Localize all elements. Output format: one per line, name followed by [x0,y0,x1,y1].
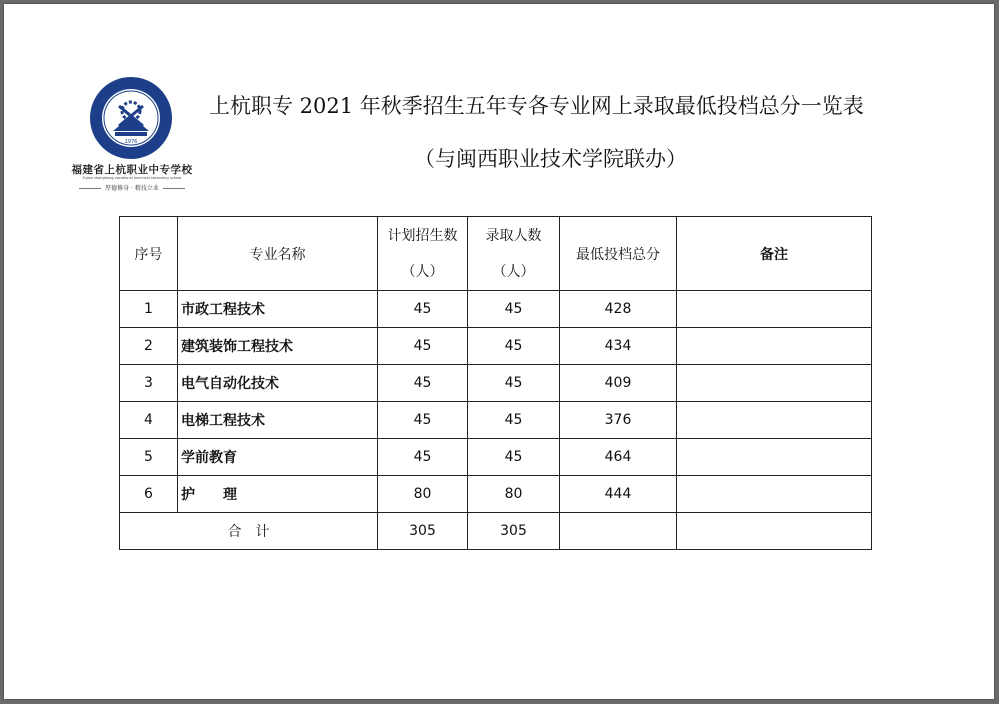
document-title: 上杭职专 2021 年秋季招生五年专各专业网上录取最低投档总分一览表 [209,94,864,118]
cell-admitted: 45 [468,365,560,402]
total-admitted: 305 [468,513,560,550]
cell-admitted: 45 [468,291,560,328]
header-min-score: 最低投档总分 [560,217,677,291]
cell-admitted: 45 [468,439,560,476]
cell-remarks [677,365,872,402]
cell-admitted: 45 [468,328,560,365]
cell-major: 市政工程技术 [178,291,378,328]
admission-score-table [119,216,872,550]
cell-min-score: 444 [560,476,677,513]
cell-min-score: 428 [560,291,677,328]
total-remarks [677,513,872,550]
document-page [4,4,994,699]
cell-seq: 2 [120,328,178,365]
cell-plan: 45 [378,328,468,365]
total-label: 合 计 [120,513,378,550]
header-seq: 序号 [120,217,178,291]
header-remarks: 备注 [677,217,872,291]
table-row [120,476,872,513]
cell-remarks [677,476,872,513]
school-motto: 厚德修身 · 精技立业 [66,183,198,192]
cell-seq: 6 [120,476,178,513]
cell-remarks [677,328,872,365]
cell-min-score: 464 [560,439,677,476]
table-row [120,291,872,328]
document-subtitle: （与闽西职业技术学院联办） [414,147,687,171]
cell-seq: 3 [120,365,178,402]
cell-remarks [677,291,872,328]
cell-plan: 45 [378,291,468,328]
table-row [120,402,872,439]
table-row [120,439,872,476]
cell-admitted: 80 [468,476,560,513]
cell-plan: 80 [378,476,468,513]
table-total-row [120,513,872,550]
school-name: 福建省上杭职业中专学校 [71,164,193,176]
header-plan: 计划招生数 （人） [378,217,468,291]
cell-remarks [677,439,872,476]
total-plan: 305 [378,513,468,550]
cell-plan: 45 [378,365,468,402]
cell-major: 学前教育 [178,439,378,476]
table-row [120,328,872,365]
header-major: 专业名称 [178,217,378,291]
svg-text:1976: 1976 [124,139,138,145]
cell-min-score: 434 [560,328,677,365]
school-logo [66,74,198,199]
total-min-score [560,513,677,550]
cell-plan: 45 [378,439,468,476]
cell-admitted: 45 [468,402,560,439]
table-header-row [120,217,872,291]
cell-plan: 45 [378,402,468,439]
cell-seq: 1 [120,291,178,328]
cell-major: 护 理 [178,476,378,513]
cell-major: 电气自动化技术 [178,365,378,402]
school-emblem-icon [89,76,173,160]
cell-remarks [677,402,872,439]
table-row [120,365,872,402]
header-admitted: 录取人数 （人） [468,217,560,291]
school-english-name: Fujian shanghang vocational technical secondary school [82,176,182,180]
cell-major: 建筑装饰工程技术 [178,328,378,365]
cell-seq: 5 [120,439,178,476]
cell-min-score: 409 [560,365,677,402]
cell-major: 电梯工程技术 [178,402,378,439]
cell-seq: 4 [120,402,178,439]
cell-min-score: 376 [560,402,677,439]
